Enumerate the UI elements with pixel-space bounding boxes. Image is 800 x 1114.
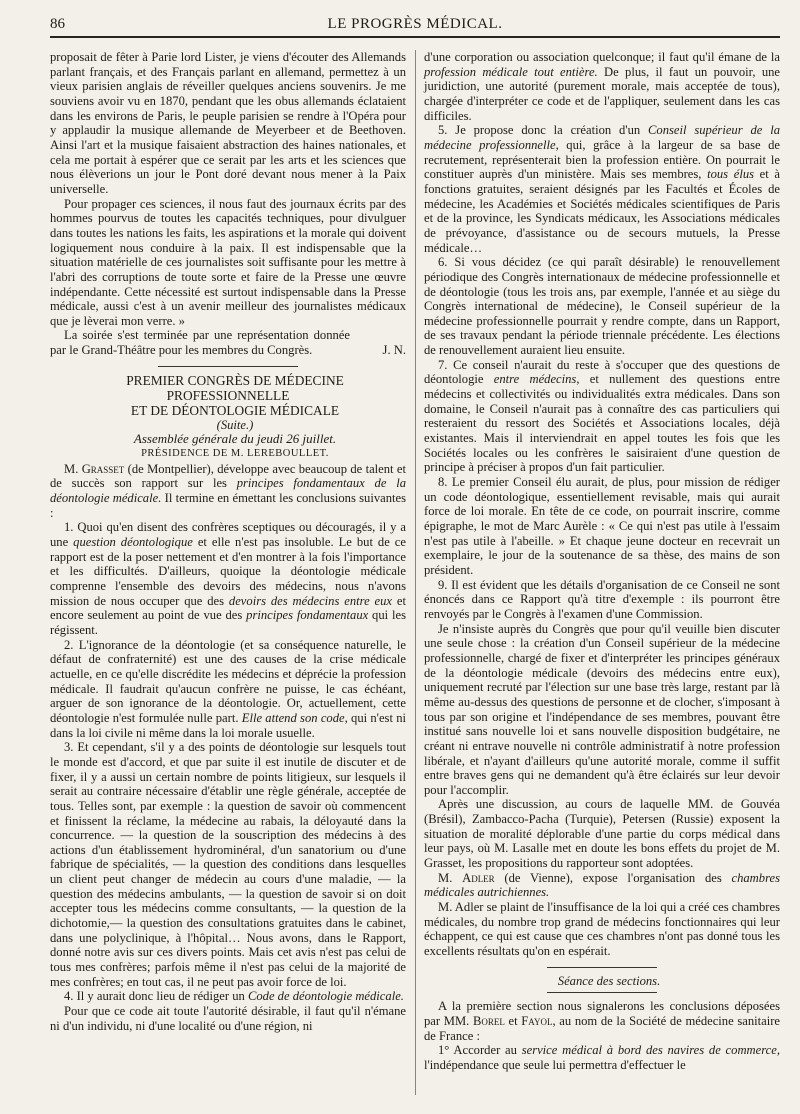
- paragraph: Je n'insiste auprès du Congrès que pour qu'il veuille bien discuter une seule chose : la création d'un Conseil supérieur de la médecine professionnelle, chargé de fixer et d'interpréter les principes généraux de la déontologie médicale (devoirs des médecins entre eux), uniquement recruté par l'élection sur une base très large, restant par là même au-dessus des questions de personne et de clocher, s'imposant à tous par son origine et l'indépendance de ses membres, pouvant être institué sans nouvelle loi et sans nouvelle disposition budgétaire, ne créant ni entrave nouvelle ni contrôle administratif à notre profession libérale, et n'ayant d'ailleurs qu'une autorité morale, comme il suffit entre braves gens qui ne demandent qu'à être éclairés sur leur devoir pour l'accomplir.: [424, 621, 780, 797]
- section-suite: (Suite.): [216, 417, 254, 432]
- paragraph: M. Adler (de Vienne), expose l'organisation des chambres médicales autrichiennes.: [424, 870, 780, 900]
- section-divider: [158, 366, 298, 367]
- conclusion-6: 6. Si vous décidez (ce qui paraît désirable) le renouvellement périodique des Congrès internationaux de médecine professionnelle et de déontologie (tous les trois ans, par exemple, l'année et au siège du Congrès international de médecine), le Conseil supérieur de la médecine professionnelle pourrait y rendre compte, dans un Rapport, de ses travaux pendant la période triennale précédente. Les élections de renouvellement auraient lieu ensuite.: [424, 255, 780, 358]
- assembly-heading: Assemblée générale du jeudi 26 juillet.: [133, 431, 337, 447]
- journal-title: LE PROGRÈS MÉDICAL.: [327, 16, 503, 32]
- right-column: [424, 50, 780, 1073]
- paragraph: A la première section nous signalerons les conclusions déposées par MM. Borel et Fayol, au nom de la Société de médecine sanitaire de France :: [424, 999, 781, 1043]
- conclusion-1: 1. Quoi qu'en disent des confrères sceptiques ou découragés, il y a une question déontologique et elle n'est pas insoluble. Le but de ce rapport est de la poser nettement et d'en montrer à la fois l'importance et les difficultés. D'ailleurs, quoique la déontologie médicale comprenne l'ensemble des devoirs des médecins, nous n'avons mission de nous occuper que des devoirs des médecins entre eux et encore seulement au point de vue des principes fondamentaux qui les régissent.: [50, 520, 406, 637]
- paragraph: d'une corporation ou association quelconque; il faut qu'il émane de la profession médicale tout entière. De plus, il faut un pouvoir, une juridiction, une autorité (purement morale, mais acceptée de tous), chargée d'interpréter ce code et de l'appliquer, seulement dans les cas difficiles.: [424, 50, 781, 123]
- conclusion-4: 4. Il y aurait donc lieu de rédiger un Code de déontologie médicale.: [64, 989, 404, 1004]
- page-header: [50, 14, 780, 38]
- conclusion-8: 8. Le premier Conseil élu aurait, de plus, pour mission de rédiger un code déontologique, essentiellement revisable, mais qui aurait force de loi morale. En tête de ce code, on pourrait inscrire, comme épigraphe, le mot de Marc Aurèle : « Ce qui n'est pas utile à l'essaim n'est pas utile à l'abeille. » Et chaque jeune docteur en recevrait un exemplaire, le jour de la soutenance de sa thèse, des mains de son président.: [424, 475, 780, 577]
- section-divider: [547, 992, 657, 993]
- conclusion-2: 2. L'ignorance de la déontologie (et sa conséquence naturelle, le défaut de confraternité) est une des causes de la crise médicale actuelle, en ce qu'elle discrédite les médecins et déprécie la profession médicale. Il faudrait qu'aucun confrère ne puisse, le cas échéant, arguer de son ignorance de la déontologie. Or, actuellement, cette déontologie n'est formulée nulle part. Elle attend son code, qui n'est ni dans la loi civile ni même dans la loi morale usuelle.: [50, 637, 407, 740]
- closing-text: La soirée s'est terminée par une représentation donnée par le Grand-Théâtre pour les membres du Congrès.: [50, 328, 350, 358]
- paragraph: M. Adler se plaint de l'insuffisance de la loi qui a créé ces chambres médicales, du nombre trop grand de médecins fonctionnaires qui leur échappent, ce qui est cause que ces chambres n'ont pas donné tous les excellents résultats qu'on en espérait.: [424, 900, 780, 959]
- seance-heading: Séance des sections.: [557, 973, 661, 988]
- signature: J. N.: [382, 343, 406, 358]
- presidence-heading: PRÉSIDENCE DE M. LEREBOULLET.: [141, 448, 329, 460]
- conclusion-7: 7. Ce conseil n'aurait du reste à s'occuper que des questions de déontologie entre médecins, et nullement des questions entre médecins et collectivités ou individualités extra médicales. Dans son domaine, le Conseil n'aurait pas à connaître des cas particuliers qui resteraient du ressort des Sociétés et Associations locales, déjà existantes. Mais il interviendrait en appel toutes les fois que les Sociétés locales ou les confrères le saisiraient d'une question de principe à préciser à propos d'un fait particulier.: [424, 357, 780, 475]
- column-rule: [415, 50, 416, 1095]
- section-divider: [547, 967, 657, 968]
- paragraph: 1° Accorder au service médical à bord des navires de commerce, l'indépendance que seule lui permettra d'effectuer le: [424, 1043, 780, 1072]
- left-column: [50, 50, 406, 1033]
- conclusion-3: 3. Et cependant, s'il y a des points de déontologie sur lesquels tout le monde est d'accord, et que par suite il est inutile de discuter et de fixer, il y a aussi un certain nombre de points litigieux, sur lesquels il serait au contraire nécessaire d'établir une règle générale, acceptée de tous. Telles sont, par exemple : la question de savoir où commencent et finissent la réclame, la médecine au rabais, la déloyauté dans la concurrence. — la question de la souscription des médecins à des actions d'un établissement hydrominéral, d'un sanatorium ou d'une fabrique de spécialités, — la question des conditions dans lesquelles un client peut changer de médecin au cours d'une maladie, — la question des médecins ambulants, — la question de savoir si on doit accepter tous les médecins comme consultants, — la question de la dichotomie,— la question des consultations gratuites dans le cabinet, dans une polyclinique, à l'hôpital… Nous avons, dans le Rapport, donné notre avis sur ces divers points. Mais cet avis n'est pas celui de tous mes confrères; parfois même il n'est pas celui de la majorité de mes confrères; en tout cas, il ne peut pas avoir force de loi.: [50, 740, 406, 989]
- conclusion-5: 5. Je propose donc la création d'un Conseil supérieur de la médecine professionnelle, qui, grâce à la largeur de sa base de recrutement, représenterait bien la profession entière. On pourrait le constituer auprès d'un ministère. Mais ses membres, tous élus et à fonctions gratuites, seraient désignés par les Facultés et Écoles de médecine, les Académies et Sociétés médicales scientifiques de Paris et de la province, les Syndicats médicaux, les Associations médicales de prévoyance, d'assistance ou de secours mutuels, la Presse médicale…: [424, 123, 781, 255]
- section-title-line-2: ET DE DÉONTOLOGIE MÉDICALE: [130, 402, 340, 418]
- speaker-name: Adler: [462, 870, 495, 885]
- paragraph: Pour que ce code ait toute l'autorité désirable, il faut qu'il n'émane ni d'un individu, ni d'une localité ou d'une région, ni: [50, 1004, 406, 1033]
- paragraph: M. Grasset (de Montpellier), développe avec beaucoup de talent et de succès son rapport sur les principes fondamentaux de la déontologie médicale. Il termine en émettant les conclusions suivantes :: [50, 461, 406, 520]
- conclusion-9: 9. Il est évident que les détails d'organisation de ce Conseil ne sont énoncés dans ce Rapport qu'à titre d'exemple : ils pourront être renvoyés par le Congrès à l'examen d'une Commission.: [424, 577, 780, 621]
- paragraph: Après une discussion, au cours de laquelle MM. de Gouvéa (Brésil), Zambacco-Pacha (Turquie), Petersen (Russie) exposent la situation de moralité déplorable d'une partie du corps médical dans leur pays, où M. Lasalle met en doute les bons effets du projet de M. Grasset, les propositions du rapporteur sont adoptées.: [424, 797, 780, 871]
- page-number: 86: [50, 16, 65, 32]
- section-title-line-1: PREMIER CONGRÈS DE MÉDECINE PROFESSIONNELLE: [126, 372, 344, 403]
- paragraph: proposait de fêter à Parie lord Lister, je viens d'écouter des Allemands parlant français, et des Français parlant en allemand, permettez à un vieux parisien anglais de réveiller quelques anciens souvenirs. Je me souviens avoir vu en 1870, pendant que les obus allemands éclataient dans les environs de Paris, le peuple parisien se rendre à l'Opéra pour y applaudir la musique allemande de Meyerbeer et de Beethoven. Ainsi l'art et la musique faisaient abstraction des haines nationales, et cela me portait à espérer que ce serait par les arts et les sciences que nous élèverions un jour le Pont doré devant nous mener à la Paix universelle.: [50, 50, 406, 196]
- paragraph: Pour propager ces sciences, il nous faut des journaux écrits par des hommes pourvus de toutes les capacités techniques, pour divulguer dans toutes les nations les faits, les aspirations et la morale qui doivent logiquement nous conduire à la paix. Il est indispensable que la situation matérielle de ces journalistes soit suffisante pour les mettre à l'abri des corruptions de toute sorte et faire de la Presse une œuvre indépendante. Cette nécessité est surtout indispensable dans la Presse médicale, aussi c'est à un avenir meilleur des journalistes médicaux que je lèverai mon verre. »: [50, 196, 406, 328]
- speaker-name: Grasset: [81, 461, 125, 476]
